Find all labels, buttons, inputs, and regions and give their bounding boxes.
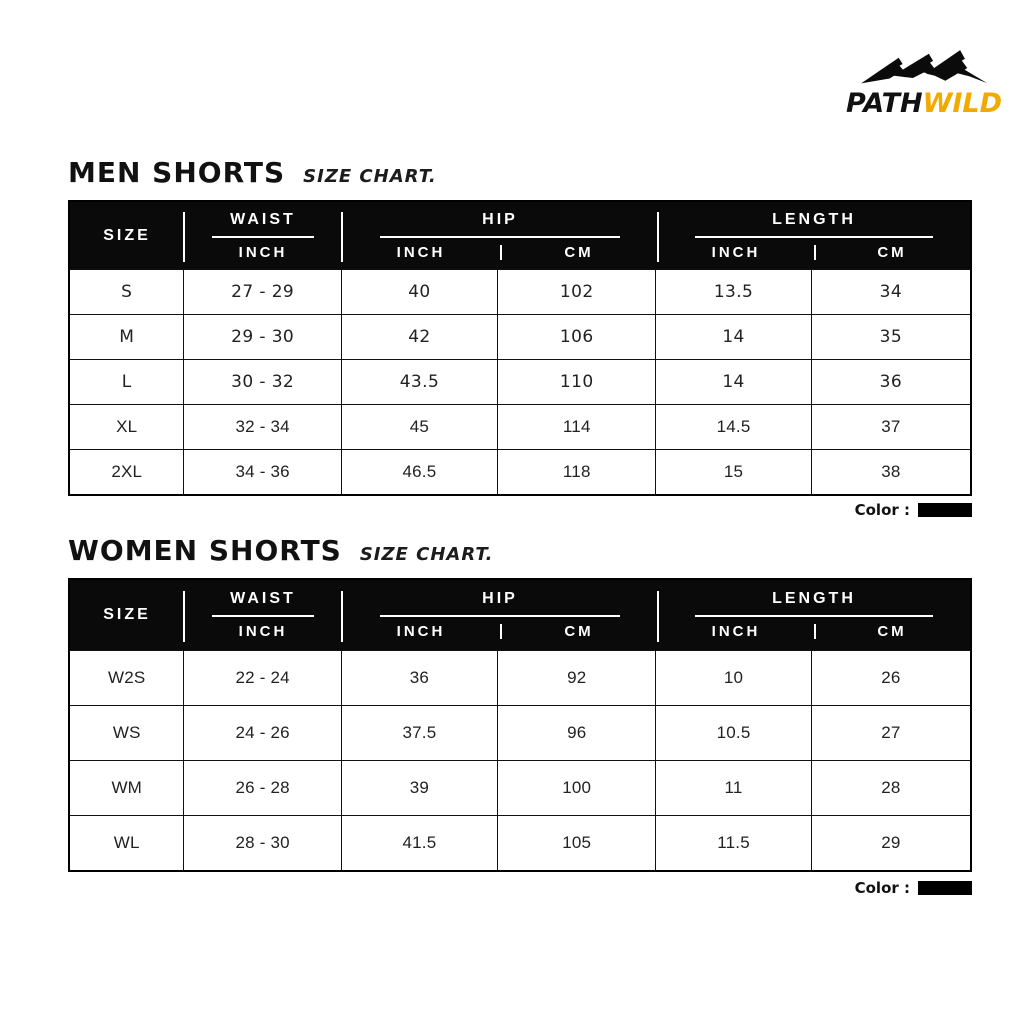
table-row bbox=[70, 449, 970, 494]
table-row bbox=[70, 650, 970, 705]
pathwild-logo bbox=[838, 44, 1010, 117]
header-waist: WAIST bbox=[212, 211, 313, 238]
table-cell: W2S bbox=[108, 668, 146, 687]
waist-subheader bbox=[184, 623, 342, 640]
table-cell: 39 bbox=[341, 761, 497, 815]
table-cell: 14 bbox=[655, 360, 810, 404]
table-row bbox=[70, 705, 970, 760]
table-cell: 43.5 bbox=[341, 360, 497, 404]
table-cell: 42 bbox=[341, 315, 497, 359]
table-cell: 29 - 30 bbox=[183, 315, 340, 359]
table-cell: 100 bbox=[497, 761, 655, 815]
table-cell: 27 - 29 bbox=[183, 270, 340, 314]
table-row bbox=[70, 404, 970, 449]
table-cell: 102 bbox=[497, 270, 655, 314]
table-cell: 28 - 30 bbox=[183, 816, 340, 870]
table-cell: 30 - 32 bbox=[183, 360, 340, 404]
header-waist: WAIST bbox=[212, 590, 313, 617]
table-cell: 38 bbox=[811, 450, 970, 494]
women-title: WOMEN SHORTS bbox=[68, 534, 342, 567]
table-cell: 11 bbox=[655, 761, 810, 815]
header-hip-cm: CM bbox=[564, 243, 594, 261]
women-size-table bbox=[68, 578, 972, 872]
table-cell: 32 - 34 bbox=[183, 405, 340, 449]
header-length: LENGTH bbox=[695, 211, 932, 238]
header-group-length bbox=[658, 202, 970, 269]
table-cell: 41.5 bbox=[341, 816, 497, 870]
table-row bbox=[70, 815, 970, 870]
table-cell: 29 bbox=[811, 816, 970, 870]
table-cell: 26 - 28 bbox=[183, 761, 340, 815]
table-cell: M bbox=[119, 327, 135, 347]
header-group-hip bbox=[342, 202, 658, 269]
table-cell: WS bbox=[112, 723, 141, 742]
men-subtitle: SIZE CHART. bbox=[303, 166, 437, 187]
header-hip-inch: INCH bbox=[396, 243, 446, 261]
table-cell: 34 - 36 bbox=[183, 450, 340, 494]
table-row bbox=[70, 359, 970, 404]
table-cell: 114 bbox=[497, 405, 655, 449]
header-group-length bbox=[658, 580, 970, 650]
table-row bbox=[70, 314, 970, 359]
table-cell: 36 bbox=[811, 360, 970, 404]
table-cell: 24 - 26 bbox=[183, 706, 340, 760]
table-cell: 11.5 bbox=[655, 816, 810, 870]
table-cell: 34 bbox=[811, 270, 970, 314]
women-table-body bbox=[70, 650, 970, 870]
table-row bbox=[70, 760, 970, 815]
men-table-header bbox=[70, 202, 970, 269]
table-cell: 37 bbox=[811, 405, 970, 449]
header-hip-cm: CM bbox=[564, 623, 594, 640]
length-subheader bbox=[658, 623, 970, 640]
table-cell: 40 bbox=[341, 270, 497, 314]
table-cell: 14.5 bbox=[655, 405, 810, 449]
header-hip: HIP bbox=[380, 590, 620, 617]
men-title: MEN SHORTS bbox=[68, 156, 286, 189]
header-length-cm: CM bbox=[877, 243, 907, 261]
header-size: SIZE bbox=[103, 226, 151, 244]
table-cell: 105 bbox=[497, 816, 655, 870]
men-color-label: Color : bbox=[854, 501, 910, 519]
length-subheader bbox=[658, 244, 970, 261]
table-cell: 27 bbox=[811, 706, 970, 760]
men-color-swatch bbox=[918, 503, 972, 517]
table-cell: 46.5 bbox=[341, 450, 497, 494]
header-waist-inch: INCH bbox=[238, 243, 288, 261]
brand-wordmark bbox=[838, 90, 1010, 117]
table-row bbox=[70, 269, 970, 314]
waist-subheader bbox=[184, 244, 342, 261]
table-cell: WL bbox=[113, 833, 140, 852]
hip-subheader bbox=[342, 244, 658, 261]
table-cell: 14 bbox=[655, 315, 810, 359]
header-group-hip bbox=[342, 580, 658, 650]
header-length: LENGTH bbox=[695, 590, 932, 617]
table-cell: 10 bbox=[655, 651, 810, 705]
men-table-body bbox=[70, 269, 970, 494]
table-cell: 35 bbox=[811, 315, 970, 359]
table-cell: 28 bbox=[811, 761, 970, 815]
table-cell: 106 bbox=[497, 315, 655, 359]
header-group-waist bbox=[184, 580, 342, 650]
hip-subheader bbox=[342, 623, 658, 640]
header-length-cm: CM bbox=[877, 623, 907, 640]
mountains-icon bbox=[860, 44, 988, 88]
table-cell: WM bbox=[111, 778, 143, 797]
men-section-title bbox=[68, 156, 437, 189]
header-hip-inch: INCH bbox=[396, 623, 446, 640]
header-waist-inch: INCH bbox=[238, 623, 288, 640]
table-cell: XL bbox=[116, 417, 138, 436]
header-length-inch: INCH bbox=[711, 623, 761, 640]
table-cell: 2XL bbox=[111, 462, 143, 481]
table-cell: 110 bbox=[497, 360, 655, 404]
women-table-header bbox=[70, 580, 970, 650]
women-color-row bbox=[855, 879, 972, 897]
table-cell: 10.5 bbox=[655, 706, 810, 760]
table-cell: 96 bbox=[497, 706, 655, 760]
header-hip: HIP bbox=[380, 211, 620, 238]
women-subtitle: SIZE CHART. bbox=[359, 544, 494, 565]
men-size-table bbox=[68, 200, 972, 496]
table-cell: 118 bbox=[497, 450, 655, 494]
header-length-inch: INCH bbox=[711, 243, 761, 261]
women-color-swatch bbox=[918, 881, 972, 895]
brand-path-text: PATH bbox=[845, 88, 923, 119]
table-cell: S bbox=[121, 282, 133, 302]
header-group-waist bbox=[184, 202, 342, 269]
table-cell: 36 bbox=[341, 651, 497, 705]
table-cell: L bbox=[121, 372, 132, 392]
table-cell: 26 bbox=[811, 651, 970, 705]
brand-wild-text: WILD bbox=[922, 88, 1003, 119]
table-cell: 22 - 24 bbox=[183, 651, 340, 705]
women-section-title bbox=[68, 534, 493, 567]
table-cell: 37.5 bbox=[341, 706, 497, 760]
header-size: SIZE bbox=[103, 606, 151, 623]
men-color-row bbox=[855, 501, 972, 519]
table-cell: 92 bbox=[497, 651, 655, 705]
table-cell: 13.5 bbox=[655, 270, 810, 314]
women-color-label: Color : bbox=[854, 879, 910, 897]
table-cell: 45 bbox=[341, 405, 497, 449]
table-cell: 15 bbox=[655, 450, 810, 494]
